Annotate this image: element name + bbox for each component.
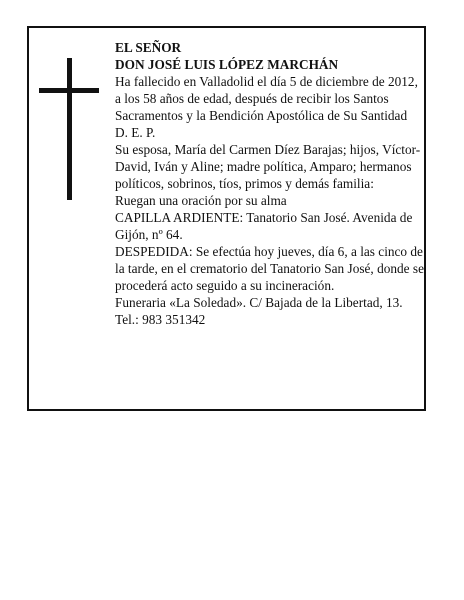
funeral-home: Funeraria «La Soledad». C/ Bajada de la Libertad, 13. (115, 295, 403, 310)
farewell-info: DESPEDIDA: Se efectúa hoy jueves, día 6, a las cinco de la tarde, en el crematorio del Tanatorio San José, donde se procederá acto seguido a su incineración. (115, 244, 424, 293)
prayer-request: Ruegan una oración por su alma (115, 193, 287, 208)
obituary-notice (27, 26, 426, 411)
cross-horizontal-bar (39, 88, 99, 93)
heading-title: EL SEÑOR (115, 40, 182, 55)
death-announcement: Ha fallecido en Valladolid el día 5 de diciembre de 2012, a los 58 años de edad, después de recibir los Santos Sacramentos y la Bendición Apostólica de Su Santidad (115, 74, 418, 123)
deceased-name: DON JOSÉ LUIS LÓPEZ MARCHÁN (115, 57, 339, 72)
family-list: Su esposa, María del Carmen Díez Barajas; hijos, Víctor-David, Iván y Aline; madre política, Amparo; hermanos políticos, sobrinos, tíos, primos y demás familia: (115, 142, 421, 191)
cross-vertical-bar (67, 58, 72, 200)
cross-icon (39, 58, 99, 200)
chapel-info: CAPILLA ARDIENTE: Tanatorio San José. Avenida de Gijón, nº 64. (115, 210, 413, 242)
notice-text (115, 39, 425, 328)
dep-line: D. E. P. (115, 125, 156, 140)
phone-number: Tel.: 983 351342 (115, 312, 206, 327)
